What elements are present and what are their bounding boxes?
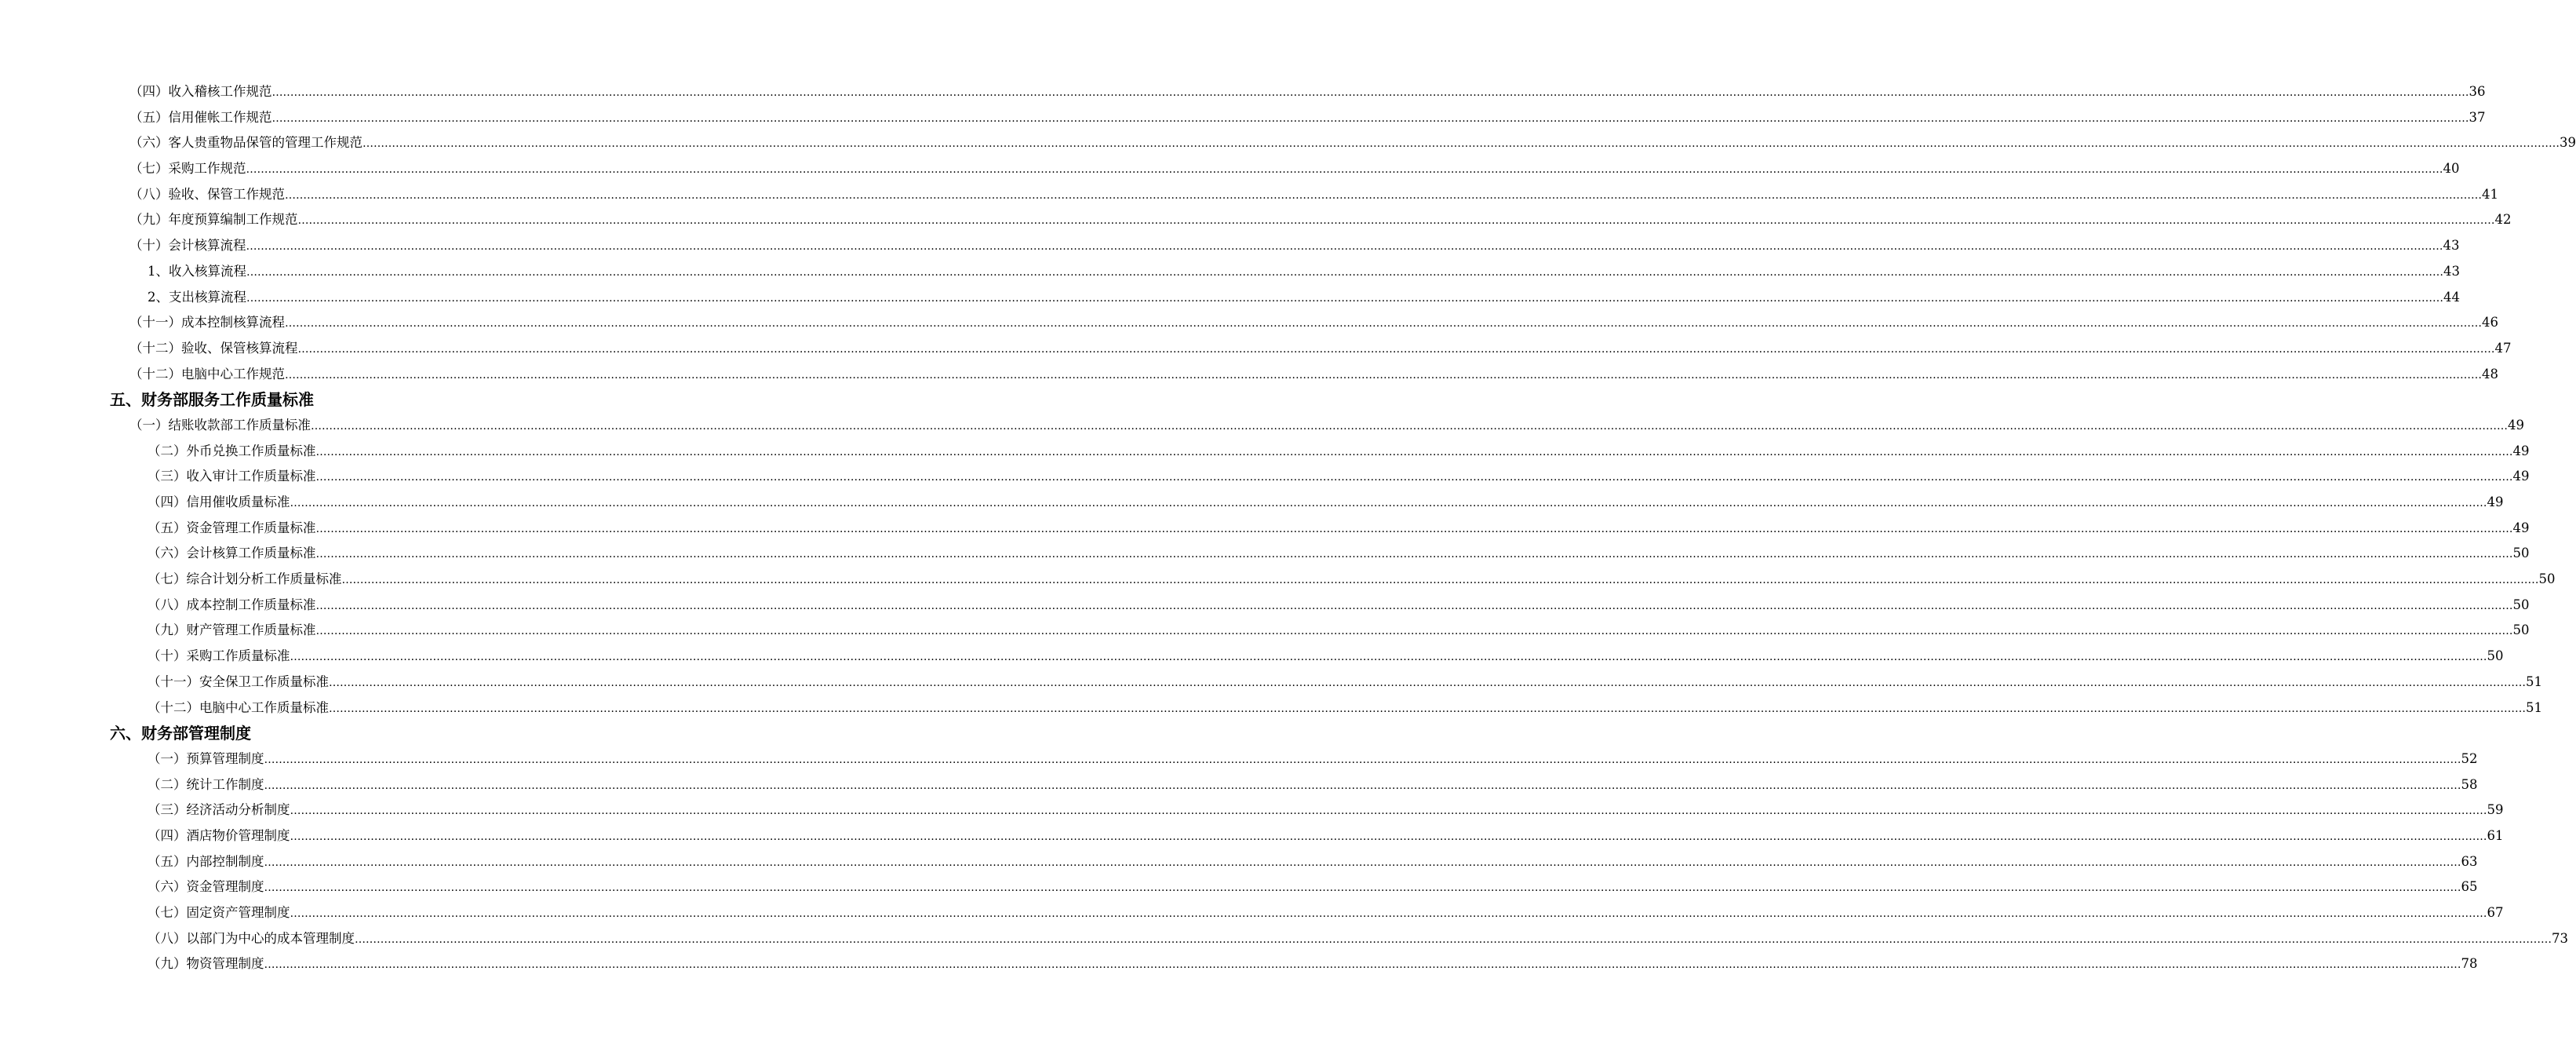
toc-entry[interactable] (148, 823, 2504, 849)
toc-dot-leader: …………………………………………………………………………………………………………………………………………………………………………………………………………………………………………………………………………………………………………………………………………………………………………………………………………………………………………………………………………………………………………………………………………………… (341, 574, 2539, 587)
toc-entry[interactable] (148, 772, 2478, 798)
toc-entry-title: （四）信用催收质量标准 (148, 495, 290, 509)
toc-entry-title: （十二）电脑中心工作质量标准 (148, 699, 329, 715)
toc-entry[interactable] (129, 79, 2486, 105)
toc-entry[interactable] (129, 336, 2512, 362)
toc-dot-leader: …………………………………………………………………………………………………………………………………………………………………………………………………………………………………………………………………………………………………………………………………………………………………………………………………………………………………………………………………………………………………………………………………………………… (329, 676, 2526, 689)
toc-dot-leader: …………………………………………………………………………………………………………………………………………………………………………………………………………………………………………………………………………………………………………………………………………………………………………………………………………………………………………………………………………………………………………………………………………………… (290, 497, 2487, 509)
toc-entry-title: （四）收入稽核工作规范 (129, 84, 272, 99)
toc-dot-leader: …………………………………………………………………………………………………………………………………………………………………………………………………………………………………………………………………………………………………………………………………………………………………………………………………………………………………………………………………………………………………………………………………………………… (290, 830, 2487, 843)
toc-page-number: 58 (2461, 776, 2478, 792)
toc-entry-title: （七）固定资产管理制度 (148, 905, 290, 920)
toc-page-number: 49 (2487, 495, 2504, 509)
toc-page-number: 48 (2482, 366, 2498, 381)
toc-entry[interactable] (129, 362, 2498, 388)
toc-entry-title: （一）结账收款部工作质量标准 (129, 417, 311, 433)
toc-entry[interactable] (129, 105, 2486, 131)
toc-entry[interactable] (148, 670, 2542, 695)
toc-entry[interactable] (148, 567, 2556, 593)
toc-entry-title: （二）外币兑换工作质量标准 (148, 443, 316, 458)
toc-page-number: 49 (2512, 520, 2530, 535)
toc-dot-leader: …………………………………………………………………………………………………………………………………………………………………………………………………………………………………………………………………………………………………………………………………………………………………………………………………………………………………………………………………………………………………………………………………………………… (315, 471, 2513, 484)
toc-page-number: 52 (2461, 750, 2478, 766)
toc-entry-title: （十二）验收、保管核算流程 (129, 340, 298, 356)
toc-entry-title: （五）内部控制制度 (148, 853, 264, 869)
toc-dot-leader: …………………………………………………………………………………………………………………………………………………………………………………………………………………………………………………………………………………………………………………………………………………………………………………………………………………………………………………………………………………………………………………………………………………… (363, 137, 2560, 151)
toc-page-number: 50 (2512, 622, 2530, 638)
toc-entry[interactable] (148, 951, 2478, 977)
toc-entry-title: （九）年度预算编制工作规范 (129, 212, 298, 228)
toc-page-number: 41 (2482, 186, 2498, 202)
toc-entry[interactable] (148, 849, 2478, 875)
toc-entry[interactable] (148, 541, 2530, 567)
toc-entry[interactable] (129, 182, 2498, 208)
toc-dot-leader: …………………………………………………………………………………………………………………………………………………………………………………………………………………………………………………………………………………………………………………………………………………………………………………………………………………………………………………………………………………………………………………………………………………… (264, 856, 2461, 869)
toc-entry-title: 六、财务部管理制度 (110, 724, 251, 743)
toc-dot-leader: …………………………………………………………………………………………………………………………………………………………………………………………………………………………………………………………………………………………………………………………………………………………………………………………………………………………………………………………………………………………………………………………………………………… (264, 882, 2461, 895)
toc-page-number: 65 (2461, 879, 2478, 895)
toc-entry-title: （十一）成本控制核算流程 (129, 315, 285, 330)
toc-entry[interactable] (148, 747, 2478, 772)
toc-entry[interactable] (148, 516, 2530, 542)
toc-page-number: 43 (2443, 263, 2460, 279)
toc-entry-title: （七）综合计划分析工作质量标准 (148, 571, 342, 587)
toc-dot-leader: …………………………………………………………………………………………………………………………………………………………………………………………………………………………………………………………………………………………………………………………………………………………………………………………………………………………………………………………………………………………………………………………………………………… (264, 958, 2461, 972)
toc-page-number: 44 (2443, 289, 2460, 305)
toc-dot-leader: …………………………………………………………………………………………………………………………………………………………………………………………………………………………………………………………………………………………………………………………………………………………………………………………………………………………………………………………………………………………………………………………………………………… (297, 342, 2495, 356)
toc-entry-title: （六）客人贵重物品保管的管理工作规范 (129, 135, 363, 151)
toc-entry-title: （四）酒店物价管理制度 (148, 827, 290, 843)
toc-page-number: 49 (2512, 469, 2530, 484)
toc-entry-title: 2、支出核算流程 (148, 289, 246, 305)
toc-entry[interactable] (129, 233, 2460, 259)
toc-dot-leader: …………………………………………………………………………………………………………………………………………………………………………………………………………………………………………………………………………………………………………………………………………………………………………………………………………………………………………………………………………………………………………………………………………………… (271, 86, 2469, 99)
toc-entry-title: （九）财产管理工作质量标准 (148, 622, 316, 638)
toc-entry[interactable] (148, 285, 2460, 311)
toc-dot-leader: …………………………………………………………………………………………………………………………………………………………………………………………………………………………………………………………………………………………………………………………………………………………………………………………………………………………………………………………………………………………………………………………………………………… (285, 188, 2482, 202)
toc-dot-leader: …………………………………………………………………………………………………………………………………………………………………………………………………………………………………………………………………………………………………………………………………………………………………………………………………………………………………………………………………………………………………………………………………………………… (264, 753, 2461, 766)
toc-entry-title: 1、收入核算流程 (148, 263, 246, 279)
toc-page-number: 50 (2487, 648, 2504, 664)
toc-page-number: 51 (2526, 699, 2542, 715)
toc-page-number: 50 (2512, 597, 2530, 612)
toc-entry-title: （八）以部门为中心的成本管理制度 (148, 930, 355, 946)
toc-dot-leader: …………………………………………………………………………………………………………………………………………………………………………………………………………………………………………………………………………………………………………………………………………………………………………………………………………………………………………………………………………………………………………………………………………………… (246, 291, 2443, 305)
toc-page-number: 67 (2487, 905, 2504, 920)
toc-entry[interactable] (148, 439, 2530, 465)
toc-entry-title: （三）收入审计工作质量标准 (148, 469, 316, 484)
toc-entry-title: （六）会计核算工作质量标准 (148, 546, 316, 561)
toc-page-number: 63 (2461, 853, 2478, 869)
toc-page-number: 51 (2526, 674, 2542, 689)
toc-dot-leader: …………………………………………………………………………………………………………………………………………………………………………………………………………………………………………………………………………………………………………………………………………………………………………………………………………………………………………………………………………………………………………………………………………………… (315, 548, 2513, 561)
toc-entry[interactable] (129, 207, 2512, 233)
toc-entry[interactable] (148, 259, 2460, 285)
toc-entry[interactable] (148, 798, 2504, 823)
toc-entry-title: （五）资金管理工作质量标准 (148, 520, 316, 535)
toc-entry[interactable] (148, 464, 2530, 490)
toc-page-number: 36 (2469, 84, 2486, 99)
toc-entry[interactable] (148, 900, 2504, 926)
toc-dot-leader: …………………………………………………………………………………………………………………………………………………………………………………………………………………………………………………………………………………………………………………………………………………………………………………………………………………………………………………………………………………………………………………………………………………… (315, 445, 2513, 458)
toc-dot-leader: …………………………………………………………………………………………………………………………………………………………………………………………………………………………………………………………………………………………………………………………………………………………………………………………………………………………………………………………………………………………………………………………………………………… (315, 599, 2513, 612)
toc-entry[interactable] (129, 156, 2460, 182)
toc-entry-title: （五）信用催帐工作规范 (129, 109, 272, 125)
toc-entry-title: （六）资金管理制度 (148, 879, 264, 895)
toc-dot-leader: …………………………………………………………………………………………………………………………………………………………………………………………………………………………………………………………………………………………………………………………………………………………………………………………………………………………………………………………………………………………………………………………………………………… (246, 265, 2443, 279)
toc-dot-leader: …………………………………………………………………………………………………………………………………………………………………………………………………………………………………………………………………………………………………………………………………………………………………………………………………………………………………………………………………………………………………………………………………………………… (246, 163, 2443, 177)
toc-dot-leader: …………………………………………………………………………………………………………………………………………………………………………………………………………………………………………………………………………………………………………………………………………………………………………………………………………………………………………………………………………………………………………………………………………………… (355, 933, 2552, 946)
toc-page-number: 37 (2469, 109, 2486, 125)
toc-entry-title: （八）成本控制工作质量标准 (148, 597, 316, 612)
toc-entry-title: （十一）安全保卫工作质量标准 (148, 674, 329, 689)
toc-entry-title: （十）采购工作质量标准 (148, 648, 290, 664)
toc-page-number: 61 (2487, 827, 2504, 843)
toc-dot-leader: …………………………………………………………………………………………………………………………………………………………………………………………………………………………………………………………………………………………………………………………………………………………………………………………………………………………………………………………………………………………………………………………………………………… (315, 625, 2513, 638)
toc-entry[interactable] (148, 874, 2478, 900)
toc-entry-title: （八）验收、保管工作规范 (129, 186, 285, 202)
toc-page-number: 43 (2443, 238, 2460, 254)
toc-dot-leader: …………………………………………………………………………………………………………………………………………………………………………………………………………………………………………………………………………………………………………………………………………………………………………………………………………………………………………………………………………………………………………………………………………………… (290, 907, 2487, 920)
toc-page-number: 50 (2512, 546, 2530, 561)
toc-dot-leader: …………………………………………………………………………………………………………………………………………………………………………………………………………………………………………………………………………………………………………………………………………………………………………………………………………………………………………………………………………………………………………………………………………………… (315, 522, 2513, 535)
table-of-contents (0, 79, 2576, 977)
toc-entry[interactable] (148, 593, 2530, 619)
toc-page-number: 40 (2443, 161, 2460, 177)
toc-entry[interactable] (129, 413, 2524, 439)
toc-page-number: 73 (2552, 930, 2568, 946)
toc-page-number: 49 (2508, 417, 2524, 433)
toc-dot-leader: …………………………………………………………………………………………………………………………………………………………………………………………………………………………………………………………………………………………………………………………………………………………………………………………………………………………………………………………………………………………………………………………………………………… (285, 317, 2482, 330)
toc-page-number: 78 (2461, 956, 2478, 972)
toc-dot-leader: …………………………………………………………………………………………………………………………………………………………………………………………………………………………………………………………………………………………………………………………………………………………………………………………………………………………………………………………………………………………………………………………………………………… (290, 651, 2487, 664)
toc-entry-title: （九）物资管理制度 (148, 956, 264, 972)
toc-entry-title: （十）会计核算流程 (129, 238, 246, 254)
toc-entry[interactable] (148, 644, 2504, 670)
toc-dot-leader: …………………………………………………………………………………………………………………………………………………………………………………………………………………………………………………………………………………………………………………………………………………………………………………………………………………………………………………………………………………………………………………………………………………… (311, 419, 2508, 433)
toc-dot-leader: …………………………………………………………………………………………………………………………………………………………………………………………………………………………………………………………………………………………………………………………………………………………………………………………………………………………………………………………………………………………………………………………………………………… (264, 779, 2461, 792)
toc-entry[interactable] (129, 310, 2498, 336)
toc-page-number: 50 (2538, 571, 2556, 587)
toc-page-number: 46 (2482, 315, 2498, 330)
toc-page-number: 49 (2512, 443, 2530, 458)
toc-dot-leader: …………………………………………………………………………………………………………………………………………………………………………………………………………………………………………………………………………………………………………………………………………………………………………………………………………………………………………………………………………………………………………………………………………………… (271, 111, 2469, 125)
toc-dot-leader: …………………………………………………………………………………………………………………………………………………………………………………………………………………………………………………………………………………………………………………………………………………………………………………………………………………………………………………………………………………………………………………………………………………… (297, 214, 2495, 228)
toc-entry-title: （七）采购工作规范 (129, 161, 246, 177)
toc-entry-title: （三）经济活动分析制度 (148, 802, 290, 818)
toc-entry[interactable] (129, 130, 2576, 156)
toc-page-number: 42 (2494, 212, 2512, 228)
toc-entry[interactable] (148, 618, 2530, 644)
toc-entry-title: （十二）电脑中心工作规范 (129, 366, 285, 381)
toc-dot-leader: …………………………………………………………………………………………………………………………………………………………………………………………………………………………………………………………………………………………………………………………………………………………………………………………………………………………………………………………………………………………………………………………………………………… (285, 368, 2482, 381)
toc-entry-title: （一）预算管理制度 (148, 750, 264, 766)
toc-entry[interactable] (148, 490, 2504, 516)
toc-entry[interactable] (148, 695, 2542, 721)
toc-page-number: 39 (2560, 135, 2576, 151)
toc-entry[interactable] (148, 926, 2568, 952)
toc-entry-title: 五、财务部服务工作质量标准 (110, 390, 314, 410)
toc-page-number: 59 (2487, 802, 2504, 818)
toc-section-heading[interactable] (110, 387, 745, 413)
toc-dot-leader: …………………………………………………………………………………………………………………………………………………………………………………………………………………………………………………………………………………………………………………………………………………………………………………………………………………………………………………………………………………………………………………………………………………… (329, 702, 2526, 715)
toc-dot-leader: …………………………………………………………………………………………………………………………………………………………………………………………………………………………………………………………………………………………………………………………………………………………………………………………………………………………………………………………………………………………………………………………………………………… (290, 805, 2487, 818)
toc-section-heading[interactable] (110, 721, 745, 747)
toc-entry-title: （二）统计工作制度 (148, 776, 264, 792)
toc-page-number: 47 (2494, 340, 2512, 356)
toc-dot-leader: …………………………………………………………………………………………………………………………………………………………………………………………………………………………………………………………………………………………………………………………………………………………………………………………………………………………………………………………………………………………………………………………………………………… (246, 240, 2443, 254)
